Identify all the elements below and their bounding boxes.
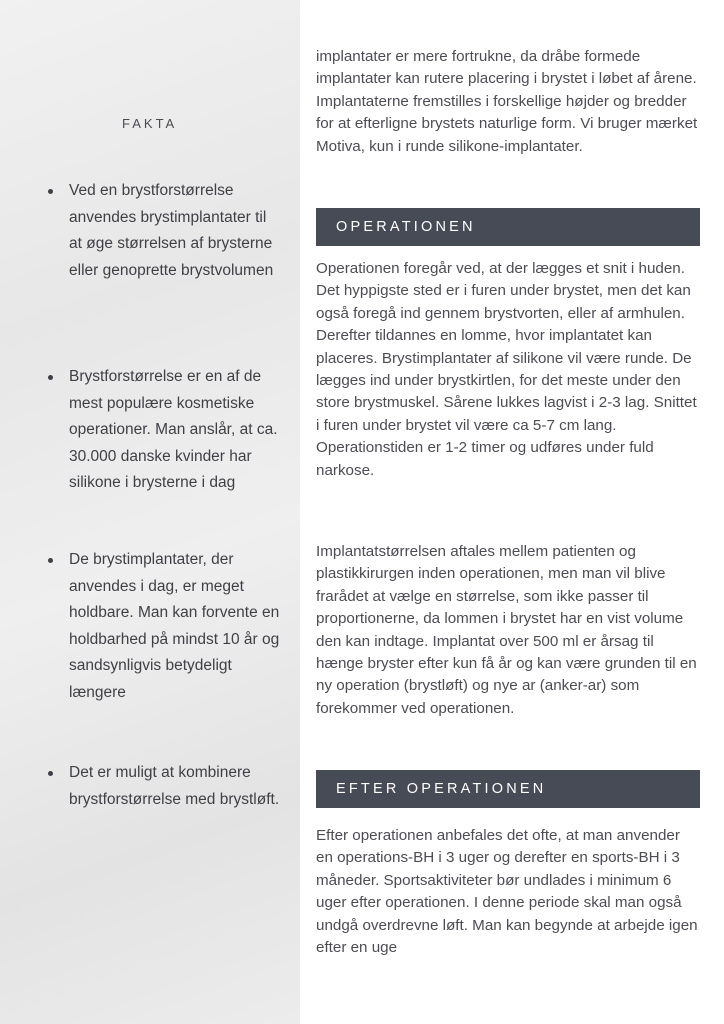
intro-paragraph: implantater er mere fortrukne, da dråbe formede implantater kan rutere placering i brystet i løbet af årene. Implantaterne fremstilles i forskellige højder og bredder for at efterligne brystets naturlige form. Vi bruger mærket Motiva, kun i runde silikone-implantater.: [316, 48, 698, 155]
fakta-title: FAKTA: [122, 116, 178, 131]
fakta-sidebar: [0, 0, 300, 1024]
section-heading-efter-operationen: EFTER OPERATIONEN: [316, 770, 700, 808]
fakta-item: [50, 547, 282, 707]
section-heading-operationen: OPERATIONEN: [316, 208, 700, 246]
fakta-item-text: Ved en brystforstørrelse anvendes brystimplantater til at øge størrelsen af brysterne eller genoprette brystvolumen: [69, 182, 274, 279]
fakta-item-text: Brystforstørrelse er en af de mest populære kosmetiske operationer. Man anslår, at ca. 30.000 danske kvinder har silikone i brysterne i dag: [69, 368, 278, 492]
fakta-item: [50, 364, 282, 497]
fakta-item: [50, 760, 282, 813]
fakta-item-text: De brystimplantater, der anvendes i dag, er meget holdbare. Man kan forvente en holdbarhed på mindst 10 år og sandsynligvis betydeligt længere: [69, 551, 280, 701]
operationen-paragraph-2: Implantatstørrelsen aftales mellem patienten og plastikkirurgen inden operationen, men man vil blive frarådet at vælge en størrelse, som ikke passer til proportionerne, da lommen i brystet har en vist volume den kan indtage. Implantat over 500 ml er årsag til hænge bryster efter kun få år og kan være grunden til en ny operation (brystløft) og nye ar (anker-ar) som forekommer ved operationen.: [316, 543, 697, 717]
efter-operationen-paragraph: Efter operationen anbefales det ofte, at man anvender en operations-BH i 3 uger og derefter en sports-BH i 3 måneder. Sportsaktiviteter bør undlades i minimum 6 uger efter operationen. I denne periode skal man også undgå overdrevne løft. Man kan begynde at arbejde igen efter en uge: [316, 827, 698, 957]
fakta-item: [50, 178, 282, 284]
fakta-item-text: Det er muligt at kombinere brystforstørrelse med brystløft.: [69, 764, 280, 808]
operationen-paragraph-1: Operationen foregår ved, at der lægges et snit i huden. Det hyppigste sted er i furen under brystet, men det kan også foregå ind gennem brystvorten, eller af armhulen. Derefter tildannes en lomme, hvor implantatet kan placeres. Brystimplantater af silikone vil være runde. De lægges ind under brystkirtlen, for det meste under den store brystmuskel. Sårene lukkes lagvist i 2-3 lag. Snittet i furen under brystet vil være ca 5-7 cm lang. Operationstiden er 1-2 timer og udføres under fuld narkose.: [316, 260, 697, 479]
